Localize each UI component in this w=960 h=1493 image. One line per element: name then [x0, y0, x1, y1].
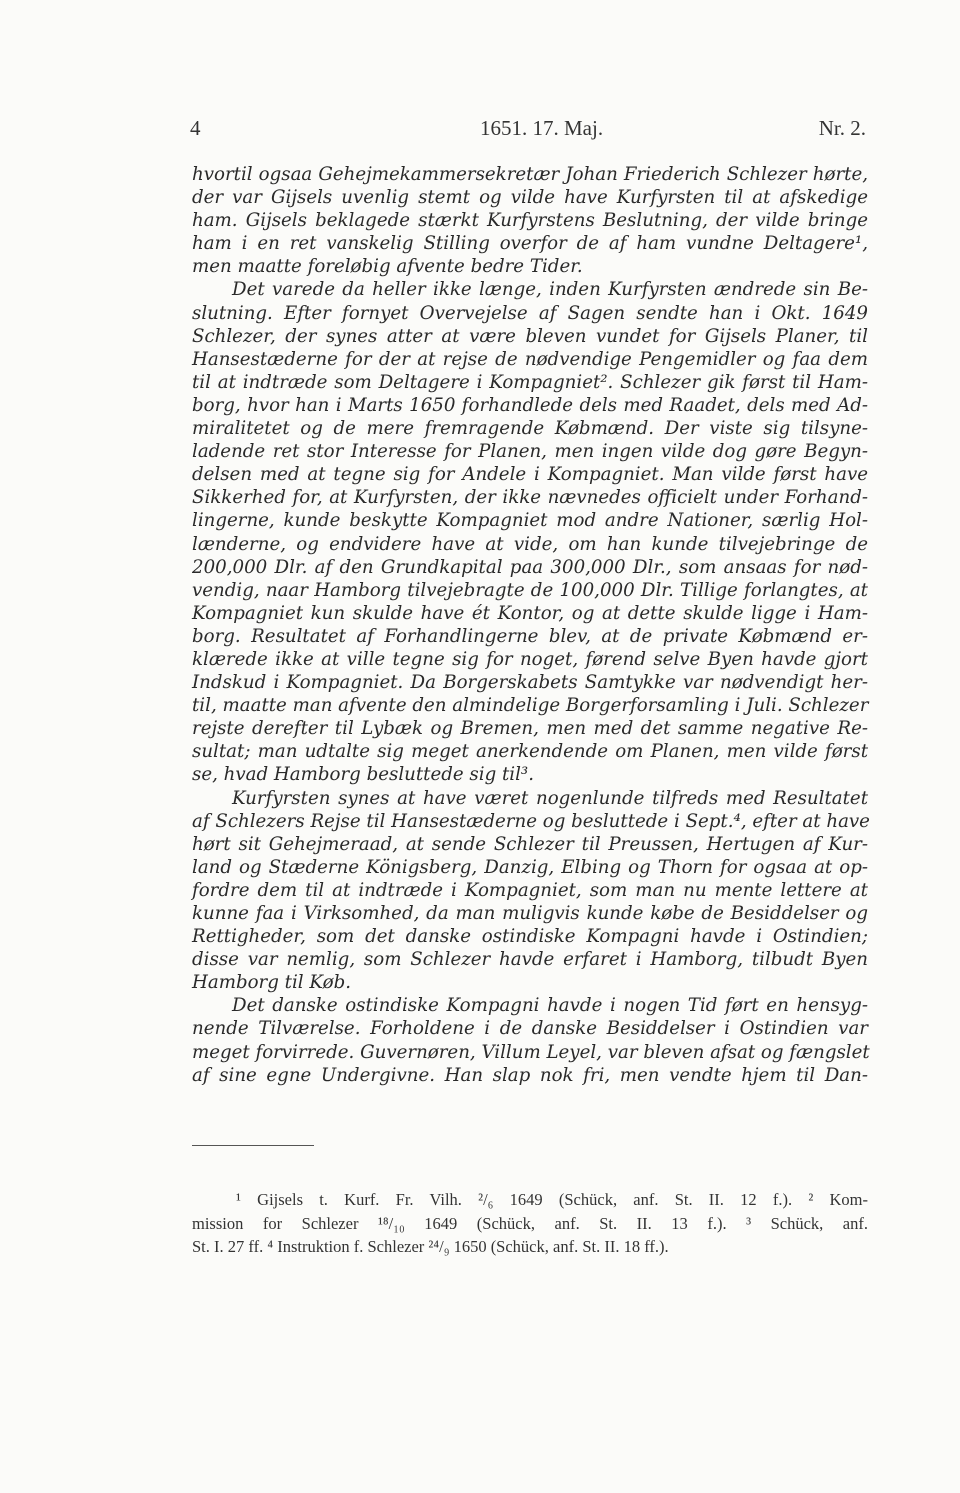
footnotes: [192, 1188, 868, 1259]
text-line: Det varede da heller ikke længe, inden Kurfyrsten ændrede sin Be-: [232, 279, 868, 301]
text-line: Indskud i Kompagniet. Da Borgerskabets Samtykke var nødvendigt her-: [192, 672, 868, 694]
text-line: Hansestæderne for der at rejse de nødvendige Pengemidler og faa dem: [192, 348, 868, 370]
text-line: disse var nemlig, som Schlezer havde erfaret i Hamborg, tilbudt Byen: [192, 949, 868, 971]
text-line: nende Tilværelse. Forholdene i de danske Besiddelser i Ostindien var: [192, 1018, 868, 1040]
text-line: men maatte foreløbig afvente bedre Tider.: [192, 256, 583, 278]
text-line: Sikkerhed for, at Kurfyrsten, der ikke nævnedes officielt under Forhand-: [192, 487, 868, 509]
text-line: slutning. Efter fornyet Overvejelse af Sagen sendte han i Okt. 1649: [192, 302, 868, 324]
header-date: 1651. 17. Maj.: [480, 116, 604, 140]
text-line: der var Gijsels uvenlig stemt og vilde have Kurfyrsten til at afskedige: [192, 187, 868, 209]
footnote-line: mission for Schlezer ¹⁸/₁₀ 1649 (Schück, anf. St. II. 13 f.). ³ Schück, anf.: [192, 1213, 868, 1233]
text-line: lænderne, og endvidere have at vide, om han kunde tilvejebringe de: [192, 533, 868, 555]
text-line: hørt sit Gehejmeraad, at sende Schlezer til Preussen, Hertugen af Kur-: [192, 833, 868, 855]
text-line: rejste derefter til Lybæk og Bremen, men med det samme negative Re-: [192, 718, 868, 740]
text-line: Rettigheder, som det danske ostindiske Kompagni havde i Ostindien;: [192, 926, 868, 948]
text-line: meget forvirrede. Guvernøren, Villum Leyel, var bleven afsat og fængslet: [192, 1041, 870, 1063]
text-line: 200,000 Dlr. af den Grundkapital paa 300,000 Dlr., som ansaas for nød-: [192, 556, 868, 578]
text-line: Det danske ostindiske Kompagni havde i nogen Tid ført en hensyg-: [232, 995, 868, 1017]
text-line: Schlezer, der synes atter at være bleven vundet for Gijsels Planer, til: [192, 325, 868, 347]
text-line: sultat; man udtalte sig meget anerkendende om Planen, men vilde først: [192, 741, 868, 763]
text-line: ladende ret stor Interesse for Planen, men ingen vilde dog gøre Begyn-: [192, 441, 868, 463]
text-line: af Schlezers Rejse til Hansestæderne og besluttede i Sept.⁴, efter at have: [192, 810, 870, 832]
text-line: ham. Gijsels beklagede stærkt Kurfyrstens Beslutning, der vilde bringe: [192, 210, 868, 232]
text-line: hvortil ogsaa Gehejmekammersekretær Johan Friederich Schlezer hørte,: [192, 164, 868, 185]
text-line: Hamborg til Køb.: [192, 972, 352, 994]
page-number: 4: [190, 116, 201, 140]
body-text: [192, 163, 868, 1087]
text-line: fordre dem til at indtræde i Kompagniet, som man nu mente lettere at: [192, 879, 868, 901]
text-line: til at indtræde som Deltagere i Kompagniet². Schlezer gik først til Ham-: [192, 371, 868, 393]
footnote-line: St. I. 27 ff. ⁴ Instruktion f. Schlezer ²⁴/₉ 1650 (Schück, anf. St. II. 18 ff.).: [192, 1237, 669, 1256]
text-line: delsen med at tegne sig for Andele i Kompagniet. Man vilde først have: [192, 464, 868, 486]
text-line: land og Stæderne Königsberg, Danzig, Elbing og Thorn for ogsaa at op-: [192, 856, 868, 878]
text-line: af sine egne Undergivne. Han slap nok fri, men vendte hjem til Dan-: [192, 1064, 868, 1086]
footnote-line: ¹ Gijsels t. Kurf. Fr. Vilh. ²/₆ 1649 (Schück, anf. St. II. 12 f.). ² Kom-: [236, 1190, 868, 1209]
page-header: [190, 116, 866, 146]
text-line: lingerne, kunde beskytte Kompagniet mod andre Nationer, særlig Hol-: [192, 510, 868, 532]
text-line: miralitetet og de mere fremragende Købmænd. Der viste sig tilsyne-: [192, 418, 868, 440]
text-line: kunne faa i Virksomhed, da man muligvis kunde købe de Besiddelser og: [192, 903, 868, 924]
text-line: borg, hvor han i Marts 1650 forhandlede dels med Raadet, dels med Ad-: [192, 394, 868, 416]
text-line: se, hvad Hamborg besluttede sig til³.: [192, 764, 535, 786]
text-line: Kurfyrsten synes at have været nogenlunde tilfreds med Resultatet: [232, 787, 868, 809]
footnote-divider: [192, 1145, 314, 1146]
text-line: vendig, naar Hamborg tilvejebragte de 100,000 Dlr. Tillige forlangtes, at: [192, 579, 868, 601]
text-line: borg. Resultatet af Forhandlingerne blev, at de private Købmænd er-: [192, 625, 868, 647]
text-line: ham i en ret vanskelig Stilling overfor de af ham vundne Deltagere¹,: [192, 233, 868, 255]
document-number: Nr. 2.: [818, 116, 866, 140]
text-line: klærede ikke at ville tegne sig for noget, førend selve Byen havde gjort: [192, 648, 868, 670]
text-line: til, maatte man afvente den almindelige Borgerforsamling i Juli. Schlezer: [192, 695, 869, 717]
text-line: Kompagniet kun skulde have ét Kontor, og at dette skulde ligge i Ham-: [192, 602, 868, 624]
